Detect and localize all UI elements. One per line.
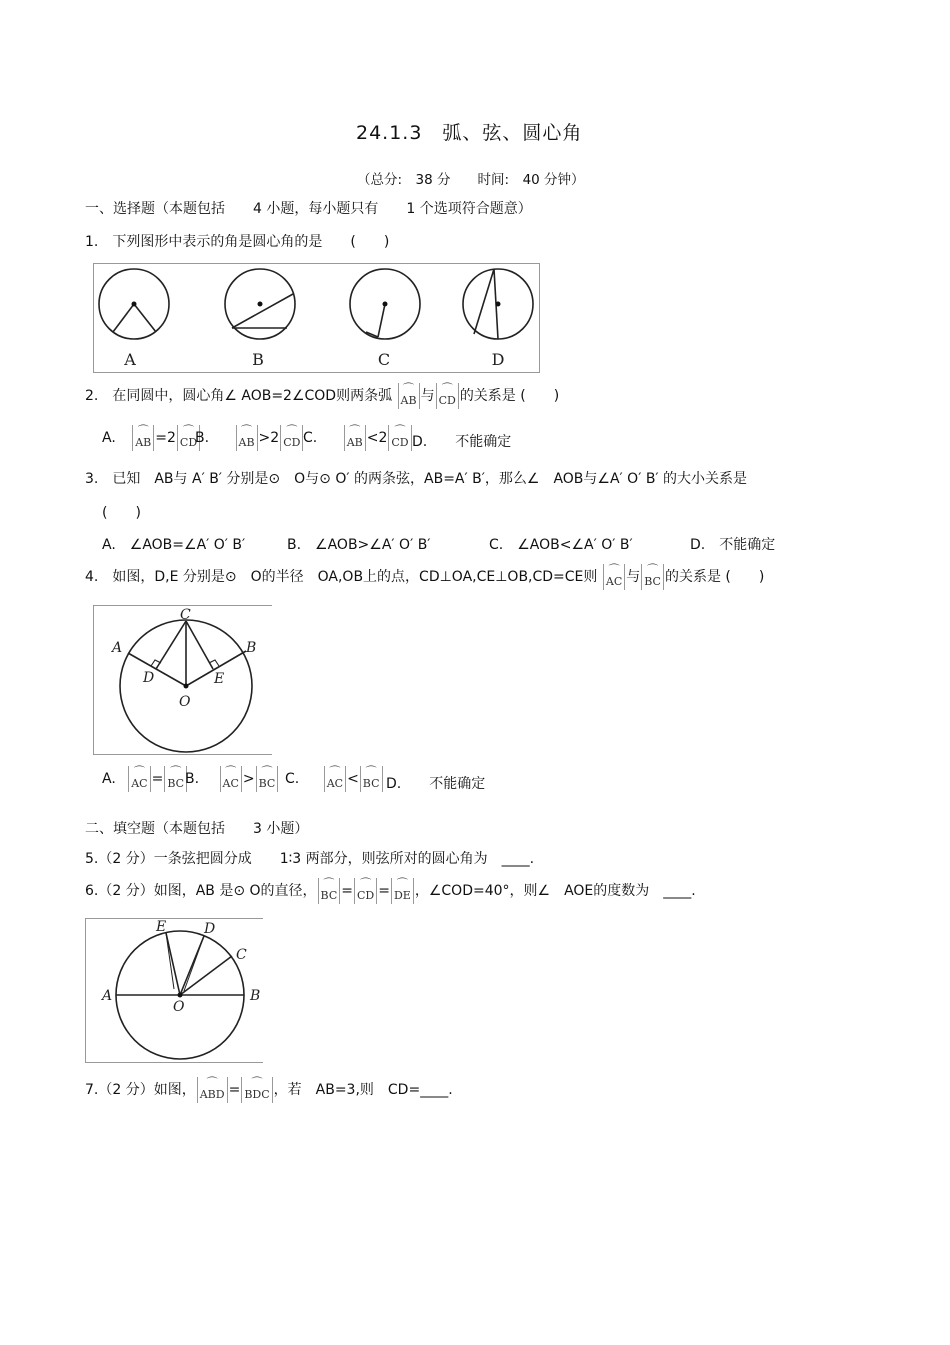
- section-heading-choice: 一、选择题（本题包括 4 小题，每小题只有 1 个选项符合题意）: [85, 201, 532, 217]
- question-4: [85, 564, 764, 590]
- arc-de: ⌒ DE: [391, 878, 414, 904]
- q1-figure-svg: [94, 264, 539, 372]
- q6-label-d: D: [204, 921, 216, 937]
- arc-bc: ⌒ BC: [641, 564, 664, 590]
- question-3-bracket: ( ): [102, 505, 141, 521]
- arc-cd: ⌒ CD: [436, 383, 459, 409]
- arc-ac: ⌒ AC: [603, 564, 625, 590]
- question-7: 7.（2 分）如图， ⌒ ABD = ⌒ BDC ，若 AB=3,则 CD=____.: [85, 1076, 453, 1101]
- q6-label-b: B: [250, 988, 261, 1004]
- q7-suffix: ，若 AB=3,则 CD=____.: [273, 1082, 453, 1098]
- arc-cd: ⌒ CD: [280, 425, 303, 451]
- q4-option-a: A. ⌒ AC = ⌒ BC: [102, 766, 188, 792]
- q4-label-o: O: [179, 694, 191, 710]
- q4-label-c: C: [180, 607, 191, 623]
- q4-mid: 与: [626, 569, 641, 585]
- q3-option-d: D. 不能确定: [690, 537, 776, 553]
- q1-label-d: D: [491, 350, 505, 369]
- q6-figure-svg: [86, 919, 263, 1062]
- q1-label-b: B: [252, 350, 264, 369]
- q6-figure: [85, 918, 263, 1063]
- q2-prefix: 2. 在同圆中，圆心角∠ AOB=2∠COD则两条弧: [85, 388, 393, 404]
- q3-option-a: A. ∠AOB=∠A′ O′ B′: [102, 537, 246, 553]
- exam-meta: （总分: 38 分 时间: 40 分钟）: [357, 172, 585, 188]
- q7-prefix: 7.（2 分）如图，: [85, 1082, 196, 1098]
- q6-label-o: O: [173, 999, 185, 1015]
- q6-prefix: 6.（2 分）如图，AB 是⊙ O的直径，: [85, 883, 317, 899]
- q6-suffix: ，∠COD=40°，则∠ AOE的度数为 ____.: [414, 883, 696, 899]
- arc-ab: ⌒ AB: [236, 425, 258, 451]
- q1-figure: [93, 263, 540, 373]
- arc-bc: ⌒ BC: [318, 878, 341, 904]
- q2-option-c: C. ⌒ AB <2 ⌒ CD: [303, 425, 413, 451]
- question-1: 1. 下列图形中表示的角是圆心角的是 ( ): [85, 234, 390, 250]
- q4-suffix: 的关系是 ( ): [664, 569, 765, 585]
- q4-option-b: B. ⌒ AC > ⌒ BC: [185, 766, 279, 792]
- arc-cd: ⌒ CD: [177, 425, 200, 451]
- q4-option-d: D. 不能确定: [386, 776, 486, 792]
- arc-cd: ⌒ CD: [354, 878, 377, 904]
- arc-ac: ⌒ AC: [128, 766, 150, 792]
- q6-label-a: A: [102, 988, 113, 1004]
- question-6: 6.（2 分）如图，AB 是⊙ O的直径， ⌒ BC = ⌒ CD = ⌒ DE ，∠COD=40°，则∠ AOE的度数为 ____.: [85, 877, 696, 902]
- arc-abd: ⌒ ABD: [197, 1077, 228, 1103]
- q1-label-a: A: [124, 350, 136, 369]
- arc-ac: ⌒ AC: [220, 766, 242, 792]
- arc-ab: ⌒ AB: [132, 425, 154, 451]
- q4-label-d: D: [143, 670, 155, 686]
- question-2: [85, 383, 559, 409]
- q1-label-c: C: [377, 350, 391, 369]
- q2-mid: 与: [420, 388, 435, 404]
- arc-bdc: ⌒ BDC: [241, 1077, 272, 1103]
- page-title: 24.1.3 弧、弦、圆心角: [356, 122, 583, 144]
- arc-bc: ⌒ BC: [164, 766, 187, 792]
- q6-label-c: C: [236, 947, 247, 963]
- question-3: 3. 已知 AB与 A′ B′ 分别是⊙ O与⊙ O′ 的两条弦，AB=A′ B′，那么∠ AOB与∠A′ O′ B′ 的大小关系是: [85, 471, 748, 487]
- section-heading-fill: 二、填空题（本题包括 3 小题）: [85, 821, 309, 837]
- q6-label-e: E: [156, 919, 167, 935]
- q4-figure: [93, 605, 272, 755]
- q4-label-a: A: [112, 640, 123, 656]
- q4-option-c: C. ⌒ AC < ⌒ BC: [285, 766, 384, 792]
- q4-label-b: B: [246, 640, 257, 656]
- q3-option-c: C. ∠AOB<∠A′ O′ B′: [489, 537, 633, 553]
- q2-suffix: 的关系是 ( ): [459, 388, 560, 404]
- arc-cd: ⌒ CD: [388, 425, 411, 451]
- q2-option-a: A. ⌒ AB =2 ⌒ CD: [102, 425, 201, 451]
- arc-ab: ⌒ AB: [398, 383, 420, 409]
- arc-bc: ⌒ BC: [256, 766, 279, 792]
- q4-label-e: E: [214, 671, 225, 687]
- question-5: 5.（2 分）一条弦把圆分成 1∶3 两部分，则弦所对的圆心角为 ____.: [85, 851, 535, 867]
- q4-prefix: 4. 如图，D,E 分别是⊙ O的半径 OA,OB上的点，CD⊥OA,CE⊥OB,CD=CE则: [85, 569, 598, 585]
- arc-bc: ⌒ BC: [360, 766, 383, 792]
- arc-ab: ⌒ AB: [344, 425, 366, 451]
- q3-option-b: B. ∠AOB>∠A′ O′ B′: [287, 537, 431, 553]
- q2-option-d: D. 不能确定: [412, 434, 512, 450]
- q4-figure-svg: [94, 606, 272, 754]
- q2-option-b: B. ⌒ AB >2 ⌒ CD: [195, 425, 304, 451]
- arc-ac: ⌒ AC: [324, 766, 346, 792]
